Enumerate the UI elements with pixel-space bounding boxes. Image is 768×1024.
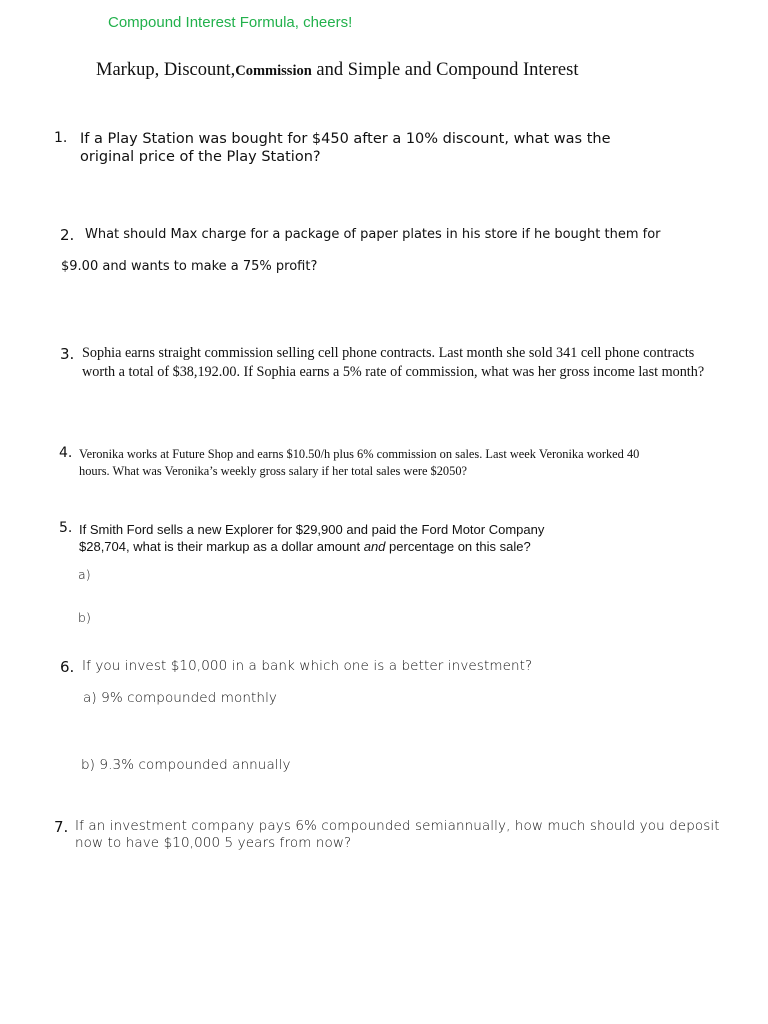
question-text-line — [79, 539, 531, 554]
question-text-line: If Smith Ford sells a new Explorer for $29,900 and paid the Ford Motor Company — [79, 522, 545, 537]
page-title — [96, 60, 578, 81]
title-part-3: and Simple and Compound Interest — [311, 60, 579, 80]
question-text-line: original price of the Play Station? — [80, 149, 321, 165]
question-text-line: worth a total of $38,192.00. If Sophia earns a 5% rate of commission, what was her gross income last month? — [82, 364, 705, 380]
answer-part-b: b) 9.3% compounded annually — [81, 757, 291, 773]
question-number: 7. — [54, 818, 69, 836]
title-part-1: Markup, Discount, — [96, 60, 236, 80]
question-text-line: now to have $10,000 5 years from now? — [75, 835, 352, 851]
emphasis-text: and — [363, 539, 386, 554]
handwritten-note: Compound Interest Formula, cheers! — [108, 14, 353, 31]
question-text-line: hours. What was Veronika’s weekly gross salary if her total sales were $2050? — [79, 464, 468, 478]
question-text-segment: percentage on this sale? — [385, 539, 531, 554]
question-text-line: If you invest $10,000 in a bank which one is a better investment? — [82, 658, 533, 674]
question-number: 6. — [60, 658, 75, 676]
question-text-line: What should Max charge for a package of paper plates in his store if he bought them for — [85, 227, 661, 242]
question-text-line: If an investment company pays 6% compounded semiannually, how much should you deposit — [75, 818, 720, 834]
question-number: 5. — [59, 520, 73, 536]
question-number: 4. — [59, 445, 73, 461]
answer-part-a: a) 9% compounded monthly — [83, 690, 278, 706]
question-text-line: Sophia earns straight commission selling cell phone contracts. Last month she sold 341 cell phone contracts — [82, 345, 695, 361]
question-text-segment: $28,704, what is their markup as a dollar amount — [79, 539, 364, 554]
question-text-line: If a Play Station was bought for $450 after a 10% discount, what was the — [80, 131, 611, 147]
title-part-2: Commission — [235, 63, 312, 79]
question-number: 2. — [60, 226, 75, 244]
question-text-line: $9.00 and wants to make a 75% profit? — [61, 259, 318, 274]
answer-part-b: b) — [78, 610, 92, 625]
question-number: 1. — [54, 130, 68, 146]
question-text-line: Veronika works at Future Shop and earns $10.50/h plus 6% commission on sales. Last week Veronika worked 40 — [79, 447, 640, 461]
question-number: 3. — [60, 345, 75, 363]
answer-part-a: a) — [78, 567, 91, 582]
